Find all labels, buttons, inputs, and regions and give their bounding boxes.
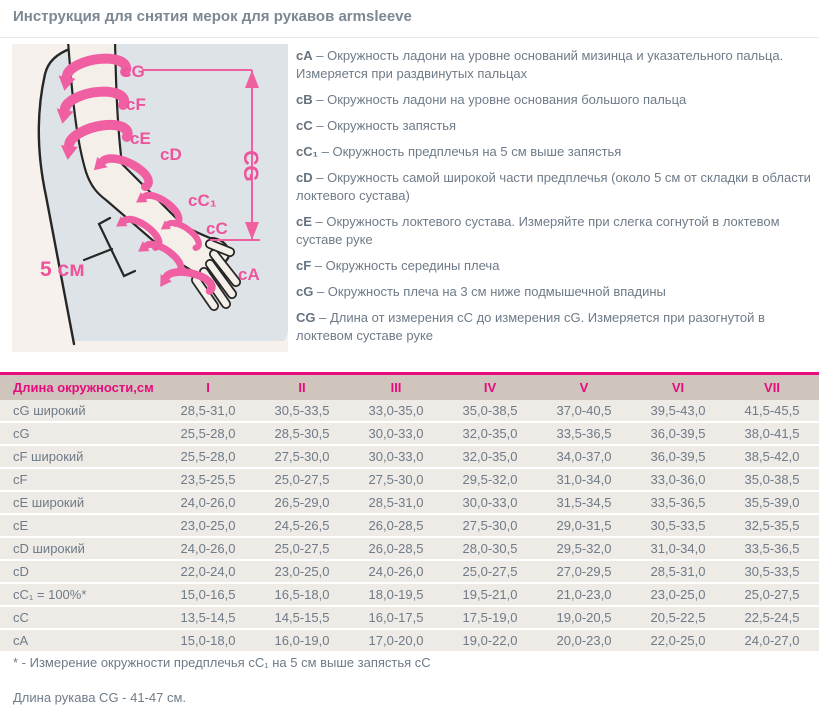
- size-value-cell: 33,0-36,0: [631, 468, 725, 491]
- row-label: cC: [0, 606, 161, 629]
- size-value-cell: 27,5-30,0: [349, 468, 443, 491]
- size-value-cell: 24,0-26,0: [161, 537, 255, 560]
- row-label: cA: [0, 629, 161, 652]
- size-value-cell: 25,0-27,5: [725, 583, 819, 606]
- size-value-cell: 32,5-35,5: [725, 514, 819, 537]
- cc-band-label: cC: [206, 219, 228, 238]
- size-value-cell: 29,0-31,5: [537, 514, 631, 537]
- size-value-cell: 28,5-31,0: [349, 491, 443, 514]
- measurement-definition: [296, 213, 814, 249]
- size-value-cell: 37,0-40,5: [537, 400, 631, 422]
- size-value-cell: 22,5-24,5: [725, 606, 819, 629]
- measurement-definition: [296, 169, 814, 205]
- row-label: cG широкий: [0, 400, 161, 422]
- size-value-cell: 32,0-35,0: [443, 422, 537, 445]
- size-value-cell: 23,0-25,0: [161, 514, 255, 537]
- size-table-body: [0, 400, 819, 652]
- size-value-cell: 28,5-31,0: [631, 560, 725, 583]
- measurement-code: cF: [296, 258, 312, 273]
- size-value-cell: 38,5-42,0: [725, 445, 819, 468]
- size-value-cell: 13,5-14,5: [161, 606, 255, 629]
- five-cm-label: 5 см: [40, 258, 85, 281]
- size-column-header: I: [161, 374, 255, 401]
- size-value-cell: 33,5-36,5: [537, 422, 631, 445]
- size-value-cell: 33,5-36,5: [631, 491, 725, 514]
- measurement-text: – Окружность локтевого сустава. Измеряйте при слегка согнутой в локтевом суставе руке: [296, 214, 780, 247]
- size-table-row: [0, 445, 819, 468]
- measurement-code: cG: [296, 284, 314, 299]
- size-value-cell: 27,0-29,5: [537, 560, 631, 583]
- size-value-cell: 30,5-33,5: [725, 560, 819, 583]
- measurement-code: cA: [296, 48, 313, 63]
- size-table-row: [0, 629, 819, 652]
- size-value-cell: 28,5-30,5: [255, 422, 349, 445]
- size-value-cell: 25,0-27,5: [443, 560, 537, 583]
- size-value-cell: 33,5-36,5: [725, 537, 819, 560]
- size-column-header: II: [255, 374, 349, 401]
- size-value-cell: 30,5-33,5: [631, 514, 725, 537]
- measurement-definition: [296, 283, 814, 301]
- row-label: cD: [0, 560, 161, 583]
- cd-band-label: cD: [160, 145, 182, 164]
- size-value-cell: 25,5-28,0: [161, 445, 255, 468]
- size-value-cell: 24,0-27,0: [725, 629, 819, 652]
- measurement-text: – Окружность запястья: [316, 118, 457, 133]
- size-value-cell: 35,0-38,5: [725, 468, 819, 491]
- size-value-cell: 25,5-28,0: [161, 422, 255, 445]
- size-table-header-label: Длина окружности,см: [0, 374, 161, 401]
- size-value-cell: 36,0-39,5: [631, 422, 725, 445]
- size-value-cell: 36,0-39,5: [631, 445, 725, 468]
- size-value-cell: 23,0-25,0: [255, 560, 349, 583]
- size-value-cell: 28,5-31,0: [161, 400, 255, 422]
- size-table: [0, 372, 819, 653]
- size-value-cell: 27,5-30,0: [443, 514, 537, 537]
- size-value-cell: 20,0-23,0: [537, 629, 631, 652]
- size-table-row: [0, 400, 819, 422]
- size-value-cell: 30,0-33,0: [349, 445, 443, 468]
- row-label: cF: [0, 468, 161, 491]
- measurement-code: cB: [296, 92, 313, 107]
- size-value-cell: 17,0-20,0: [349, 629, 443, 652]
- cc1-band-label: cC₁: [188, 191, 217, 210]
- size-value-cell: 26,5-29,0: [255, 491, 349, 514]
- measurement-definitions: [296, 47, 814, 345]
- size-value-cell: 24,0-26,0: [349, 560, 443, 583]
- cg-length-label: CG: [239, 150, 262, 182]
- size-value-cell: 26,0-28,5: [349, 537, 443, 560]
- measurement-code: cD: [296, 170, 313, 185]
- row-label: cF широкий: [0, 445, 161, 468]
- size-value-cell: 26,0-28,5: [349, 514, 443, 537]
- size-value-cell: 27,5-30,0: [255, 445, 349, 468]
- size-table-row: [0, 468, 819, 491]
- size-table-row: [0, 606, 819, 629]
- row-label: cC₁ = 100%*: [0, 583, 161, 606]
- size-value-cell: 35,0-38,5: [443, 400, 537, 422]
- measurement-text: – Окружность середины плеча: [314, 258, 500, 273]
- size-value-cell: 19,0-22,0: [443, 629, 537, 652]
- footnote-sleeve-length: Длина рукава CG - 41-47 см.: [13, 690, 187, 705]
- row-label: cE: [0, 514, 161, 537]
- size-value-cell: 23,5-25,5: [161, 468, 255, 491]
- row-label: cG: [0, 422, 161, 445]
- size-value-cell: 30,0-33,0: [349, 422, 443, 445]
- arm-measurement-figure: [12, 44, 288, 352]
- measurement-definition: [296, 117, 814, 135]
- measurement-code: cC₁: [296, 144, 318, 159]
- measurement-definition: [296, 91, 814, 109]
- footnote-asterisk: * - Измерение окружности предплечья cC₁ на 5 см выше запястья cC: [13, 655, 431, 670]
- size-value-cell: 19,0-20,5: [537, 606, 631, 629]
- measurement-definition: [296, 257, 814, 275]
- title-divider: [0, 37, 819, 38]
- size-value-cell: 15,0-18,0: [161, 629, 255, 652]
- size-value-cell: 29,5-32,0: [537, 537, 631, 560]
- size-value-cell: 41,5-45,5: [725, 400, 819, 422]
- size-value-cell: 17,5-19,0: [443, 606, 537, 629]
- size-value-cell: 39,5-43,0: [631, 400, 725, 422]
- cg-band-label: cG: [122, 62, 145, 81]
- measurement-definition: [296, 143, 814, 161]
- size-value-cell: 24,0-26,0: [161, 491, 255, 514]
- size-value-cell: 22,0-25,0: [631, 629, 725, 652]
- size-value-cell: 28,0-30,5: [443, 537, 537, 560]
- ce-band-label: cE: [130, 129, 151, 148]
- measurement-text: – Длина от измерения cC до измерения cG. Измеряется при разогнутой в локтевом суставе руке: [296, 310, 765, 343]
- cf-band-label: cF: [126, 95, 146, 114]
- measurement-text: – Окружность плеча на 3 см ниже подмышечной впадины: [316, 284, 666, 299]
- page-title: Инструкция для снятия мерок для рукавов armsleeve: [13, 8, 412, 25]
- arm-diagram: [12, 44, 288, 352]
- size-table-row: [0, 422, 819, 445]
- ca-band-label: cA: [238, 265, 260, 284]
- measurement-definition: [296, 309, 814, 345]
- size-value-cell: 22,0-24,0: [161, 560, 255, 583]
- size-table-row: [0, 537, 819, 560]
- size-value-cell: 19,5-21,0: [443, 583, 537, 606]
- size-value-cell: 23,0-25,0: [631, 583, 725, 606]
- size-value-cell: 15,0-16,5: [161, 583, 255, 606]
- size-value-cell: 16,5-18,0: [255, 583, 349, 606]
- size-value-cell: 21,0-23,0: [537, 583, 631, 606]
- measurement-code: CG: [296, 310, 316, 325]
- size-value-cell: 30,0-33,0: [443, 491, 537, 514]
- measurement-definition: [296, 47, 814, 83]
- size-value-cell: 30,5-33,5: [255, 400, 349, 422]
- size-value-cell: 34,0-37,0: [537, 445, 631, 468]
- size-column-header: III: [349, 374, 443, 401]
- size-table-row: [0, 514, 819, 537]
- size-table-row: [0, 560, 819, 583]
- size-value-cell: 16,0-19,0: [255, 629, 349, 652]
- size-value-cell: 14,5-15,5: [255, 606, 349, 629]
- size-column-header: IV: [443, 374, 537, 401]
- size-value-cell: 20,5-22,5: [631, 606, 725, 629]
- measurement-text: – Окружность ладони на уровне оснований мизинца и указательного пальца. Измеряется при раздвинутых пальцах: [296, 48, 784, 81]
- size-value-cell: 16,0-17,5: [349, 606, 443, 629]
- measurement-text: – Окружность ладони на уровне основания большого пальца: [316, 92, 687, 107]
- size-value-cell: 24,5-26,5: [255, 514, 349, 537]
- size-value-cell: 35,5-39,0: [725, 491, 819, 514]
- size-value-cell: 33,0-35,0: [349, 400, 443, 422]
- measurement-code: cC: [296, 118, 313, 133]
- size-value-cell: 25,0-27,5: [255, 468, 349, 491]
- row-label: cD широкий: [0, 537, 161, 560]
- size-value-cell: 18,0-19,5: [349, 583, 443, 606]
- measurement-text: – Окружность предплечья на 5 см выше запястья: [321, 144, 622, 159]
- size-table-row: [0, 583, 819, 606]
- size-value-cell: 31,5-34,5: [537, 491, 631, 514]
- size-column-header: VII: [725, 374, 819, 401]
- size-value-cell: 31,0-34,0: [631, 537, 725, 560]
- size-table-row: [0, 491, 819, 514]
- row-label: cE широкий: [0, 491, 161, 514]
- size-value-cell: 38,0-41,5: [725, 422, 819, 445]
- size-column-header: VI: [631, 374, 725, 401]
- size-value-cell: 31,0-34,0: [537, 468, 631, 491]
- measurement-code: cE: [296, 214, 312, 229]
- measurement-text: – Окружность самой широкой части предплечья (около 5 см от складки в области локтевого сустава): [296, 170, 811, 203]
- size-column-header: V: [537, 374, 631, 401]
- size-table-header-row: [0, 374, 819, 401]
- size-value-cell: 29,5-32,0: [443, 468, 537, 491]
- size-value-cell: 32,0-35,0: [443, 445, 537, 468]
- size-value-cell: 25,0-27,5: [255, 537, 349, 560]
